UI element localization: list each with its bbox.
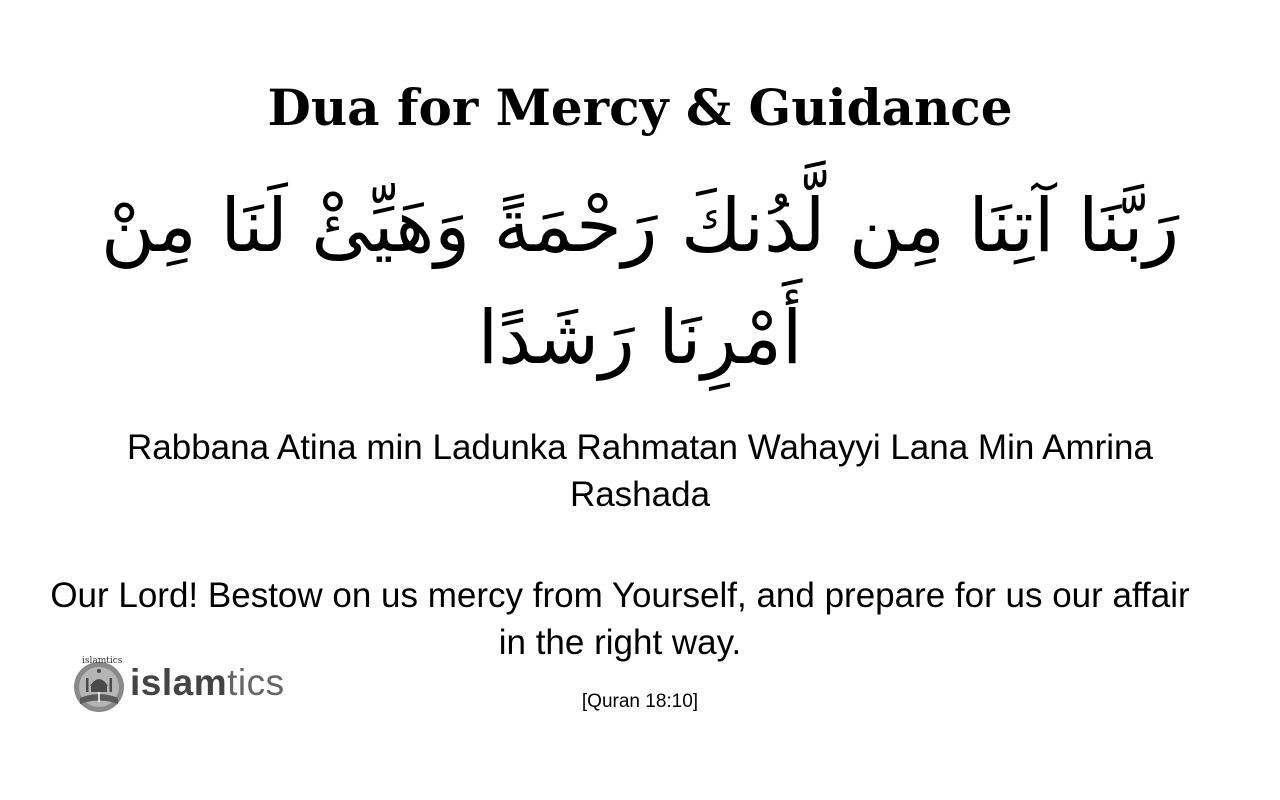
logo-wordmark <box>130 660 285 706</box>
page-title: Dua for Mercy & Guidance <box>267 78 1013 137</box>
arabic-dua-text: رَبَّنَا آتِنَا مِن لَّدُنكَ رَحْمَةً وَهَيِّئْ لَنَا مِنْ أَمْرِنَا رَشَدًا <box>100 183 1180 381</box>
islamtics-logo <box>68 654 318 716</box>
translation-text: Our Lord! Bestow on us mercy from Yourself, and prepare for us our affair in the right way. <box>50 576 1190 662</box>
quran-reference: [Quran 18:10] <box>581 691 699 712</box>
logo-small-label: islamtics <box>82 656 123 666</box>
transliteration-text: Rabbana Atina min Ladunka Rahmatan Wahayyi Lana Min Amrina Rashada <box>127 428 1153 514</box>
logo-word-bold: islam <box>130 662 228 703</box>
logo-word-light: tics <box>227 662 285 703</box>
